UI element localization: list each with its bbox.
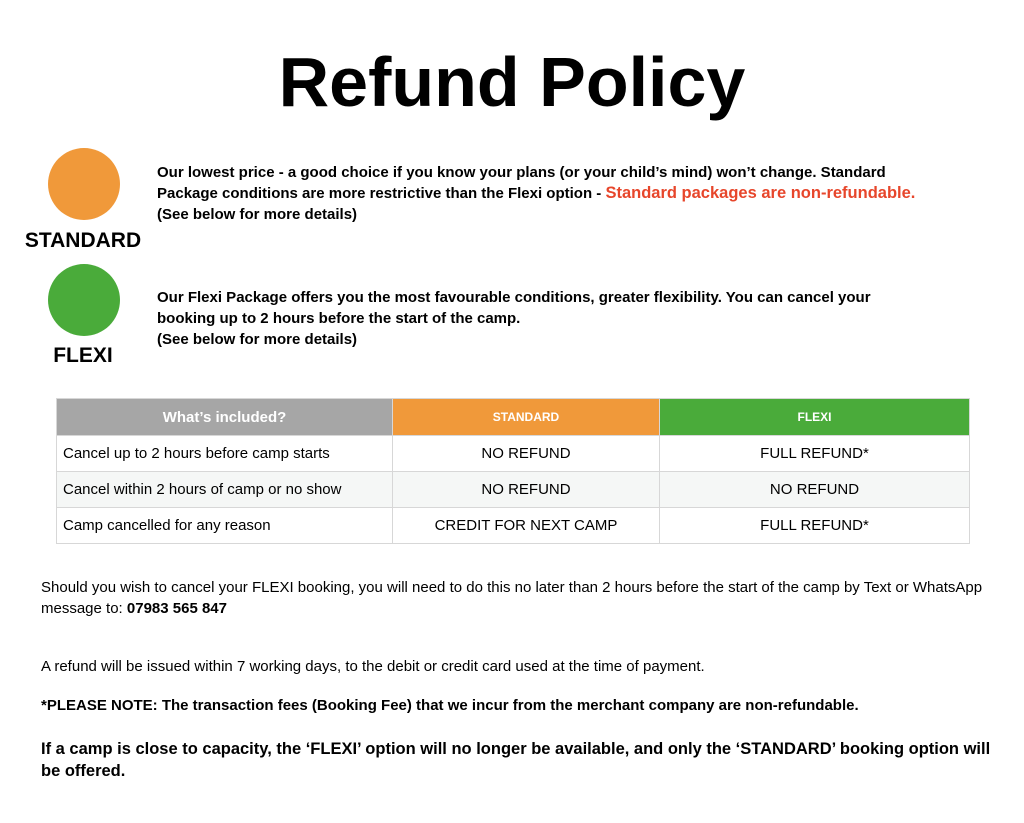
flexi-value: FULL REFUND*	[660, 436, 970, 472]
capacity-note: If a camp is close to capacity, the ‘FLEXI’ option will no longer be available, and only the ‘STANDARD’ booking option will be offered.	[41, 740, 991, 780]
standard-desc-line-2	[157, 183, 1007, 204]
flexi-desc-line-1: Our Flexi Package offers you the most favourable conditions, greater flexibility. You can cancel your	[157, 289, 871, 306]
standard-desc-line-3: (See below for more details)	[157, 206, 358, 223]
table-row	[57, 436, 970, 472]
flexi-desc-line-3: (See below for more details)	[157, 331, 358, 348]
header-flexi: FLEXI	[660, 399, 970, 436]
flexi-value: NO REFUND	[660, 472, 970, 508]
standard-package-label: STANDARD	[24, 229, 142, 252]
standard-desc-line-2-text: Package conditions are more restrictive than the Flexi option -	[157, 185, 606, 202]
table-row	[57, 472, 970, 508]
header-whats-included: What’s included?	[57, 399, 393, 436]
contact-phone-number: 07983 565 847	[126, 600, 227, 617]
header-standard: STANDARD	[393, 399, 660, 436]
standard-value: NO REFUND	[393, 472, 660, 508]
booking-fee-note: *PLEASE NOTE: The transaction fees (Booking Fee) that we incur from the merchant company are non-refundable.	[41, 697, 859, 714]
standard-value: NO REFUND	[393, 436, 660, 472]
row-label: Cancel up to 2 hours before camp starts	[57, 436, 393, 472]
non-refundable-highlight: Standard packages are non-refundable.	[605, 184, 916, 202]
page-title: Refund Policy	[278, 43, 746, 121]
table-row	[57, 508, 970, 544]
flexi-value: FULL REFUND*	[660, 508, 970, 544]
standard-desc-line-1: Our lowest price - a good choice if you know your plans (or your child’s mind) won’t change. Standard	[157, 164, 886, 181]
table-header-row	[57, 399, 970, 436]
refund-comparison-table	[56, 398, 970, 544]
standard-package-description	[157, 162, 1007, 225]
flexi-circle-icon	[48, 264, 120, 336]
refund-timing-note: A refund will be issued within 7 working days, to the debit or credit card used at the time of payment.	[41, 658, 705, 675]
flexi-package-description	[157, 287, 977, 350]
cancel-instructions	[41, 577, 1001, 619]
row-label: Cancel within 2 hours of camp or no show	[57, 472, 393, 508]
standard-circle-icon	[48, 148, 120, 220]
row-label: Camp cancelled for any reason	[57, 508, 393, 544]
cancel-instructions-text: Should you wish to cancel your FLEXI booking, you will need to do this no later than 2 hours before the start of the camp by Text or WhatsApp message to:	[41, 579, 983, 617]
flexi-package-label: FLEXI	[53, 344, 113, 367]
standard-value: CREDIT FOR NEXT CAMP	[393, 508, 660, 544]
flexi-desc-line-2: booking up to 2 hours before the start of the camp.	[157, 310, 521, 327]
